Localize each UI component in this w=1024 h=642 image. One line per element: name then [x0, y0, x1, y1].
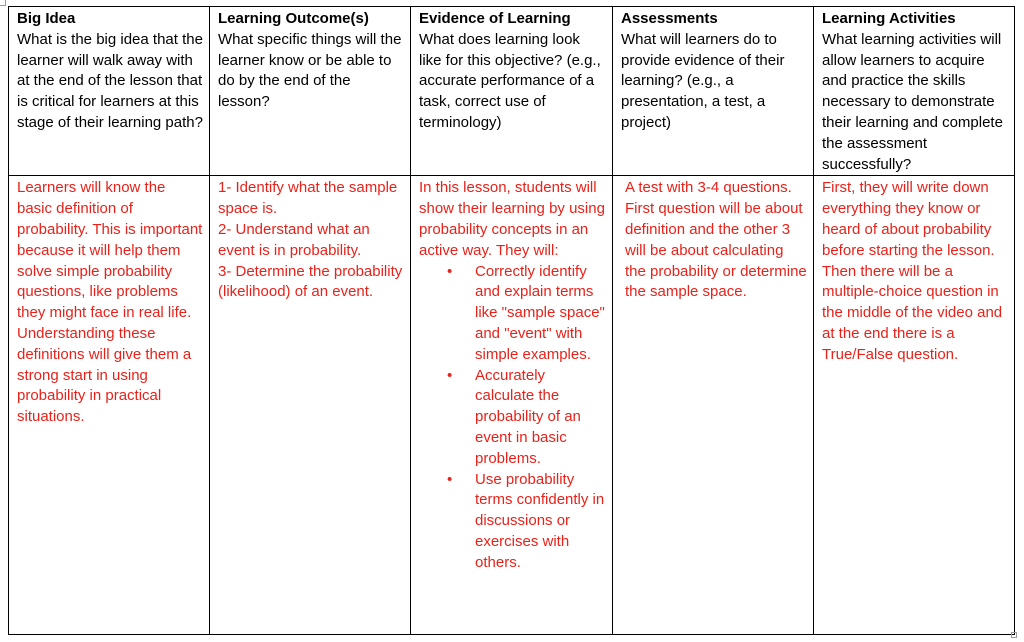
learning-activities-cell	[814, 176, 1015, 635]
big-idea-text: Learners will know the basic definition of probability. This is important because it will help them solve simple probability questions, like problems they might face in real life. Understanding these definitions will give them a strong start in using probability in practical situations.	[17, 179, 203, 426]
big-idea-cell	[9, 176, 210, 635]
evidence-bullet-item	[447, 262, 606, 366]
header-title: Learning Activities	[822, 10, 956, 27]
header-cell-learning-outcomes	[210, 7, 411, 176]
header-title: Evidence of Learning	[419, 10, 571, 27]
evidence-bullet-list	[419, 262, 606, 574]
header-row	[9, 7, 1015, 176]
bullet-icon: •	[447, 366, 453, 384]
evidence-bullet-text: Use probability terms confidently in discussions or exercises with others.	[475, 470, 605, 571]
evidence-bullet-text: Accurately calculate the probability of an event in basic problems.	[475, 366, 581, 467]
header-cell-learning-activities	[814, 7, 1015, 176]
header-prompt: What will learners do to provide evidence of their learning? (e.g., a presentation, a test, a project)	[621, 30, 785, 131]
corner-crop-mark	[0, 0, 6, 6]
header-cell-assessments	[613, 7, 814, 176]
outcome-item: 3- Determine the probability (likelihood) of an event.	[218, 262, 403, 301]
assessments-cell	[613, 176, 814, 635]
activities-text: First, they will write down everything they know or heard of about probability before starting the lesson. Then there will be a multiple-choice question in the middle of the video and at the end there is a True/False question.	[822, 179, 1003, 363]
evidence-cell	[411, 176, 613, 635]
lesson-plan-table	[8, 6, 1015, 635]
header-prompt: What does learning look like for this objective? (e.g., accurate performance of a task, correct use of terminology)	[419, 30, 601, 131]
evidence-intro: In this lesson, students will show their learning by using probability concepts in an active way. They will:	[419, 179, 605, 259]
outcome-item: 1- Identify what the sample space is.	[218, 179, 398, 218]
header-cell-evidence	[411, 7, 613, 176]
learning-outcomes-cell	[210, 176, 411, 635]
header-prompt: What learning activities will allow learners to acquire and practice the skills necessary to demonstrate their learning and complete the assessment successfully?	[822, 30, 1003, 173]
header-title: Big Idea	[17, 10, 76, 27]
content-row	[9, 176, 1015, 635]
bullet-icon: •	[447, 470, 453, 488]
outcome-item: 2- Understand what an event is in probability.	[218, 220, 370, 259]
header-prompt: What specific things will the learner know or be able to do by the end of the lesson?	[218, 30, 402, 111]
header-prompt: What is the big idea that the learner will walk away with at the end of the lesson that is critical for learners at this stage of their learning path?	[17, 30, 203, 131]
evidence-bullet-item	[447, 470, 606, 574]
header-title: Learning Outcome(s)	[218, 10, 369, 27]
evidence-bullet-text: Correctly identify and explain terms like "sample space" and "event" with simple examples.	[475, 262, 605, 363]
evidence-bullet-item	[447, 366, 606, 470]
assessments-text: A test with 3-4 questions. First question will be about definition and the other 3 will be about calculating the probability or determine the sample space.	[625, 179, 807, 301]
bullet-icon: •	[447, 262, 453, 280]
header-cell-big-idea	[9, 7, 210, 176]
resize-handle[interactable]	[1011, 632, 1017, 638]
header-title: Assessments	[621, 10, 718, 27]
